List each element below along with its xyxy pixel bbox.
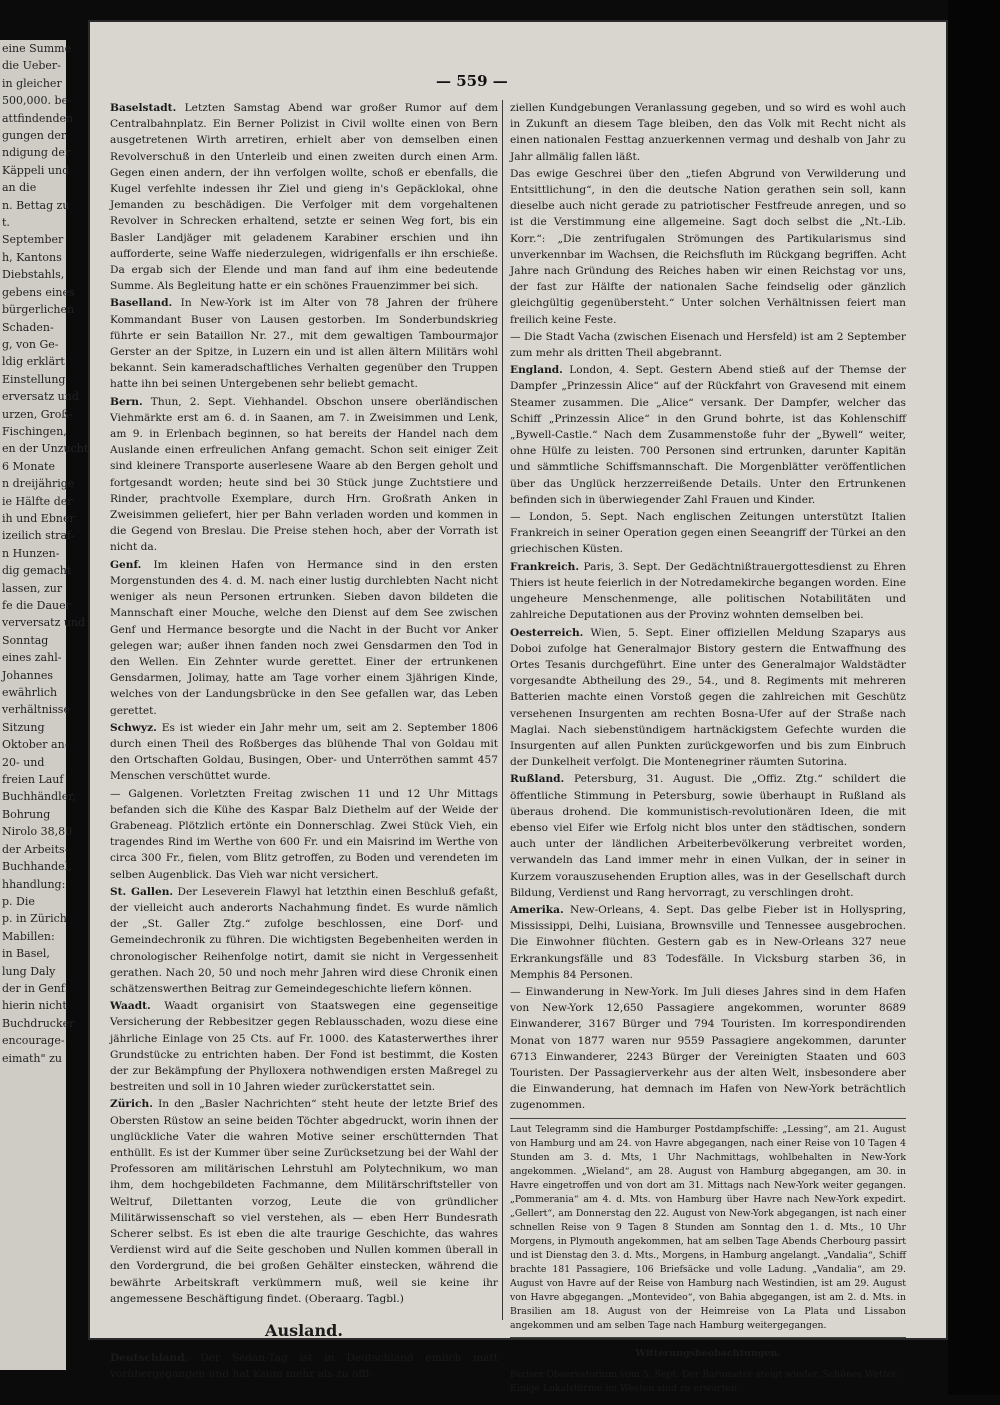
column-rule [502,100,503,1320]
article-heading: Frankreich. [510,560,580,573]
margin-line: gebens eines [2,285,75,299]
margin-line: 20- und [2,755,45,769]
margin-line: n Hunzen- [2,546,60,560]
article-text: Waadt organisirt von Staatswegen eine gegenseitige Versicherung der Rebbesitzer gegen Reblausschaden, wozu diese eine jährliche Einlage von 25 Cts. auf Fr. 1000. des Katasterwerthes ihrer Grundstücke zu entrichten haben. Der Fond ist bestimmt, die Kosten der zur Bekämpfung der Phylloxera nothwendigen ersten Maßregel zu bestreiten und soll in 10 Jahren wieder zurückerstattet sein. [110,1000,498,1094]
margin-line: September [2,233,64,247]
margin-line: Fischingen, [2,424,67,438]
margin-line: urzen, Groß- [2,407,73,421]
margin-line: ndigung der [2,146,71,160]
article-text: New-Orleans, 4. Sept. Das gelbe Fieber ist in Hollyspring, Mississippi, Delhi, Luisiana, Brownsville und Tennessee ausgebrochen. Die Einwohner flüchten. Gestern gab es in New-Orleans 327 neue Erkrankungsfälle und 83 Todesfälle. In Vicksburg starben 36, in Memphis 84 Personen. [510,903,907,981]
weather-report: Pariser Observatorium vom 5. Sept. Der Barometer steigt wieder. Schönes Wetter. Einige Lokalstürme im Westen sind zu erwarten. [510,1368,899,1394]
article-text: In den „Basler Nachrichten“ steht heute der letzte Brief des Obersten Rüstow an seine beiden Töchter abgedruckt, worin ihnen der unglückliche Vater die wahren Motive seiner erschütternden That enthüllt. Es ist der Kummer über seine Zurücksetzung bei der Wahl der Professoren am militärischen Lehrstuhl am Polytechnikum, wo man ihm, dem hochgebildeten Fachmanne, dem Militärschriftsteller von Weltruf, Dilettanten vorzog, Leute die von gründlicher Militärwissenschaft so viel verstehen, als — eben Herr Bundesrath Scherer selbst. Es ist eben die alte traurige Geschichte, das wahres Verdienst wird auf die Seite geschoben und Nullen kommen überall in den Vordergrund, die bei großen Gehälter einstecken, während die bewährte Arbeitskraft verkümmern muß, weil sie keine ihr angemessene Beschäftigung findet. (Oberaarg. Tagbl.) [110,1098,498,1305]
section-title-ausland: Ausland. [265,1321,343,1341]
margin-line: n. Bettag zu [2,198,70,212]
weather-title: Witterungsbeobachtungen. [635,1347,781,1359]
margin-line: eine Summe [2,42,72,55]
article-heading: Oesterreich. [510,626,584,639]
article [110,786,498,883]
column-right [510,100,906,1405]
margin-line: ih und Ebner [2,511,75,525]
margin-line: der Arbeits- [2,842,69,856]
article-heading: England. [510,364,563,377]
margin-line: p. in Zürich [2,912,67,926]
article-heading: Zürich. [110,1098,153,1111]
margin-line: gungen der [2,129,67,143]
article-heading: Bern. [110,395,143,408]
article [110,295,498,392]
article [510,509,906,558]
article-heading: Waadt. [110,1000,151,1013]
article-text: London, 4. Sept. Gestern Abend stieß auf der Themse der Dampfer „Prinzessin Alice“ auf der Rückfahrt von Gravesend mit einem Steamer zusammen. Die „Alice“ versank. Der Dampfer, welcher das Schiff „Prinzessin Alice“ in den Grund bohrte, ist das Kohlenschiff „Bywell-Castle.“ Nach dem Zusammenstoße fuhr der „Bywell“ weiter, ohne Hülfe zu leisten. 700 Personen sind ertrunken, darunter Kapitän und sämmtliche Schiffsmannschaft. Die Morgenblätter veröffentlichen über das Unglück herzzerreißende Details. Unter den Ertrunkenen befinden sich in überwiegender Zahl Frauen und Kinder. [510,364,907,506]
article-heading: Rußland. [510,773,565,786]
margin-line: fe die Dauer [2,599,71,612]
margin-line: ie Hälfte der [2,494,73,508]
margin-line: hierin nicht [2,999,67,1013]
article [510,902,906,983]
margin-line: t. [2,216,10,230]
margin-line: eines zahl- [2,651,62,665]
article-text: Der Leseverein Flawyl hat letzthin einen Beschluß gefaßt, der vielleicht auch anderorts Nachahmung findet. Es wurde nämlich der „St. Galler Ztg.“ zufolge beschlossen, eine Dorf- und Gemeindechronik zu führen. Die wichtigsten Begebenheiten werden in chronologischer Reihenfolge notirt, damit sie nicht in Vergessenheit gerathen. Nach 20, 50 und noch mehr Jahren wird diese Chronik einen schätzenswerthen Beitrag zur Gemeindegeschichte liefern können. [110,885,498,995]
article-heading: Schwyz. [110,721,157,734]
article-text: Im kleinen Hafen von Hermance sind in den ersten Morgenstunden des 4. d. M. nach einer lustig durchlebten Nacht nicht weniger als neun Personen ertrunken. Sieben davon bildeten die Mannschaft einer Mouche, welche den Dienst auf dem See zwischen Genf und Hermance besorgte und die Nacht in der Bucht vor Anker gelegen war; außer ihnen fanden noch zwei Gensdarmen den Tod in den Wellen. Ein Zehnter wurde gerettet. Einer der ertrunkenen Gensdarmen, Jolimay, hatte am Tage vorher einem 3jährigen Kinde, welches von der Landungsbrücke in den See gefallen war, das Leben gerettet. [110,558,498,717]
margin-line: ewährlich [2,686,58,700]
article [510,166,906,328]
margin-line: h, Kantons [2,250,62,264]
article-heading: Baselland. [110,297,173,310]
margin-line: Diebstahls, [2,268,65,282]
margin-line: Einstellung [2,372,66,386]
margin-line: Nirolo 38,80 [2,825,73,839]
article [110,998,498,1095]
article [510,329,906,361]
margin-line: erversatz und [2,390,79,404]
article-heading: Genf. [110,558,142,571]
margin-line: in gleicher [2,76,62,90]
margin-line: der in Genf. [2,981,68,995]
divider [510,1118,906,1119]
margin-line: lung Daly [2,964,56,978]
article-heading: Amerika. [510,903,564,916]
margin-line: verversatz und [2,616,86,630]
article [510,559,906,624]
margin-line: an die [2,181,37,195]
article-text: — Galgenen. Vorletzten Freitag zwischen 11 und 12 Uhr Mittags befanden sich die Kühe des Kaspar Balz Diethelm auf der Weide der Grabeneag. Plötzlich ertönte ein Donnerschlag. Zwei Stück Vieh, ein tragendes Rind im Werthe von 600 Fr. und ein Maisrind im Werthe von circa 300 Fr., fielen, vom Blitz getroffen, zu Boden und verendeten im selben Augenblick. Das Vieh war nicht versichert. [110,787,498,881]
article-text: Das ewige Geschrei über den „tiefen Abgrund von Verwilderung und Entsittlichung“, in den die deutsche Nation gerathen sein soll, kann dieselbe auch nicht gerade zu patriotischer Festfreude anregen, und so ist die Verstimmung eine allgemeine. Sagt doch selbst die „Nt.-Lib. Korr.“: „Die zentrifugalen Strömungen des Partikularismus sind unverkennbar im Wachsen, die Reichsfluth im Rückgang begriffen. Acht Jahre nach Gründung des Reiches haben wir einen Reichstag vor uns, der fast zur Hälfte der nationalen Sache feindselig oder gänzlich gleichgültig gegenübersteht.“ Unter solchen Verhältnissen feiert man freilich keine Feste. [510,167,906,326]
article-heading: Baselstadt. [110,102,177,114]
margin-line: Buchdrucker [2,1016,75,1030]
margin-line: encourage- [2,1034,65,1048]
margin-line: Käppeli und [2,163,70,177]
article-text: Letzten Samstag Abend war großer Rumor auf dem Centralbahnplatz. Ein Berner Polizist in Civil wollte einen von Bern ausgetretenen Wirth arretiren, erhielt aber von demselben einen Revolverschuß in den Unterleib und einen zweiten durch einen Arm. Gegen einen andern, der ihn verfolgen wollte, schoß er ebenfalls, die Kugel verfehlte indessen ihr Ziel und gieng in's Gepäcklokal, ohne Jemanden zu beschädigen. Die Verfolger mit dem vorgehaltenen Revolver in Schrecken erhaltend, setzte er seinen Weg fort, bis ein Basler Landjäger mit geladenem Karabiner erschien und ihn aufforderte, seine Waffe niederzulegen, widrigenfalls er ihn erschieße. Da ergab sich der Elende und man fand auf ihm eine bedeutende Summe. Als Begleitung hatte er ein schönes Frauenzimmer bei sich. [110,102,498,293]
article-text: — Die Stadt Vacha (zwischen Eisenach und Hersfeld) ist am 2 September zum mehr als dritten Theil abgebrannt. [510,330,906,360]
article-heading: Deutschland. [110,1352,189,1365]
article [110,884,498,997]
page-number: — 559 — [436,72,508,90]
article [510,362,906,508]
article [510,984,906,1114]
margin-line: lassen, zur [2,581,63,595]
article-text: Der Sedan-Tag ist in Deutschland emlich matt vorübergegangen und hat kaum mehr als zu offi- [110,1352,498,1381]
article-text: ziellen Kundgebungen Veranlassung gegeben, und so wird es wohl auch in Zukunft an diesem Tage bleiben, den das Volk mit Recht nicht als einen nationalen Festtag anzuerkennen vermag und deshalb von Jahr zu Jahr allmälig fallen läßt. [510,102,906,163]
article [110,1350,498,1382]
shipping-notice: Laut Telegramm sind die Hamburger Postdampfschiffe: „Lessing“, am 21. August von Hamburg und am 24. von Havre abgegangen, nach einer Reise von 10 Tagen 4 Stunden am 3. d. Mts, 1 Uhr Nachmittags, wohlbehalten in New-York angekommen. „Wieland“, am 28. August von Hamburg abgegangen, am 30. in Havre eingetroffen und von dort am 31. Mittags nach New-York weiter gegangen. „Pommerania“ am 4. d. Mts. von Hamburg über Havre nach New-York expedirt. „Gellert“, am Donnerstag den 22. August von New-York abgegangen, ist nach einer schnellen Reise von 9 Tagen 8 Stunden am Sonntag den 1. d. Mts., 10 Uhr Morgens, in Plymouth angekommen, hat am selben Tage Abends Cherbourg passirt und ist Dienstag den 3. d. Mts., Morgens, in Hamburg angelangt. „Vandalia“, Schiff brachte 181 Passagiere, 106 Briefsäcke und volle Ladung. „Vandalia“, am 29. August von Havre auf der Reise von Hamburg nach Westindien, ist am 29. August von Havre abgegangen. „Montevideo“, von Bahia abgegangen, ist am 2. d. Mts. in Brasilien am 18. August von der Heimreise von La Plata und Lissabon angekommen und am selben Tage nach Hamburg weitergegangen. [510,1123,906,1331]
article [510,625,906,771]
margin-line: Oktober an- [2,738,69,752]
margin-line: p. Die [2,894,35,908]
article-text: Paris, 3. Sept. Der Gedächtnißtrauergottesdienst zu Ehren Thiers ist heute feierlich in der Notredamekirche begangen worden. Eine ungeheure Menschenmenge, alle politischen Notabilitäten und zahlreiche Deputationen aus der Provinz wohnten demselben bei. [510,560,907,622]
margin-line: n dreijährige [2,477,75,491]
margin-line: Bohrung [2,807,51,821]
margin-line: eimath" zu [2,1051,62,1065]
margin-line: Sitzung [2,720,45,734]
margin-line: Schaden- [2,320,54,334]
article [110,100,498,294]
margin-line: 6 Monate [2,459,55,473]
article-text: — London, 5. Sept. Nach englischen Zeitungen unterstützt Italien Frankreich in seiner Operation gegen einen Seeangriff der Türkei an den griechischen Küsten. [510,511,906,556]
previous-page-margin [0,40,89,1370]
margin-line: Sonntag [2,633,49,647]
margin-line: attfindenden [2,111,74,125]
article-text: Thun, 2. Sept. Viehhandel. Obschon unsere oberländischen Viehmärkte erst am 6. d. in Saanen, am 7. in Zweisimmen und Lenk, am 9. in Erlenbach beginnen, so hat bereits der Handel nach dem Auslande einen erfreulichen Anfang gemacht. Schon seit einiger Zeit sind kleinere Transporte auserlesene Waare ab den Bergen geholt und fortgesandt worden; heute sind bei 30 Stück junge Zuchtstiere und Rinder, prachtvolle Exemplare, durch Hrn. Großrath Anken in Zweisimmen geliefert, hier per Bahn verladen worden und kommen in die Gegend von Breslau. Die Preise stehen hoch, aber der Vorrath ist nicht da. [110,395,498,554]
margin-line: 500,000. be- [2,94,72,108]
column-left [110,100,498,1383]
margin-line: Johannes [2,668,53,682]
article-text: Es ist wieder ein Jahr mehr um, seit am 2. September 1806 durch einen Theil des Roßberges das blühende Thal von Goldau mit den Ortschaften Goldau, Busingen, Ober- und Unterröthen sammt 457 Menschen verschüttet wurde. [110,721,498,783]
article-text: Wien, 5. Sept. Einer offiziellen Meldung Szaparys aus Doboi zufolge hat Generalmajor Bistory gestern die Entwaffnung des Ortes Tesanis durchgeführt. Eine unter des Generalmajor Waldstädter vorgesandte Abtheilung des 29., 54., und 8. Regiments mit mehreren Batterien machte einen Vorstoß gegen die zahlreichen mit Geschütz versehenen Insurgenten am rechten Bosna-Ufer auf der Straße nach Maglai. Nach siebenstündigem hartnäckigstem Gefechte wurden die Insurgenten auf allen Punkten zurückgeworfen und bis zum Einbruch der Dunkelheit verfolgt. Die Montenegriner räumten Sutorina. [510,626,906,769]
divider [510,1337,906,1338]
article [110,394,498,556]
article-heading: St. Gallen. [110,885,174,898]
article-text: Petersburg, 31. August. Die „Offiz. Ztg.“ schildert die öffentliche Stimmung in Petersburg, sowie überhaupt in Rußland als überaus drohend. Die kommunistisch-revolutionären Ideen, die mit ebenso viel Eifer wie Erfolg nicht blos unter den städtischen, sondern auch unter der ländlichen Arbeiterbevölkerung verbreitet worden, verwandeln das Land immer mehr in einen Vulkan, der in seiner in Kurzem vorauszusehenden Eruption alles, was in der Gesellschaft durch Bildung, Verdienst und Rang hervorragt, zu verschlingen droht. [510,773,906,899]
margin-line: hhandlung: [2,877,66,891]
margin-line: en der Unzucht [2,442,89,456]
margin-line: Buchhandel, [2,860,72,874]
article [110,1096,498,1307]
article-text: — Einwanderung in New-York. Im Juli dieses Jahres sind in dem Hafen von New-York 12,650 Passagiere angekommen, worunter 8689 Einwanderer, 3167 Bürger und 794 Touristen. Im korrespondirenden Monat von 1877 waren nur 9559 Passagiere angekommen, darunter 6713 Einwanderer, 2243 Bürger der Vereinigten Staaten und 603 Touristen. Der Passagierverkehr aus der alten Welt, insbesondere aber die Einwanderung, hat demnach im Hafen von New-York beträchtlich zugenommen. [510,985,906,1112]
margin-line: die Ueber- [2,59,61,73]
margin-line: dig gemacht [2,564,72,578]
margin-line: bürgerlichen [2,303,75,317]
article [110,720,498,785]
margin-line: in Basel, [2,947,50,961]
margin-line: ldig erklärt [2,355,65,369]
margin-line: verhältnisse [2,703,70,717]
margin-line: Buchhändler, [2,790,76,804]
article-text: In New-York ist im Alter von 78 Jahren der frühere Kommandant Buser von Lausen gestorben. Im Sonderbundskrieg führte er sein Bataillon Nr. 27., mit dem gewaltigen Tambourmajor Gerster an der Spitze, in Luzern ein und ist allen ältern Militärs wohl bekannt. Sein kameradschaftliches Verhalten gegenüber den Truppen hatte ihn bei seinen Untergebenen sehr beliebt gemacht. [110,297,498,391]
margin-line: freien Lauf [2,773,64,787]
margin-line: Mabillen: [2,929,55,943]
margin-line: izeilich straf- [2,529,75,543]
article [110,557,498,719]
page-edge [948,0,1000,1395]
margin-line: g, von Ge- [2,337,59,351]
article [510,100,906,165]
article [510,771,906,901]
